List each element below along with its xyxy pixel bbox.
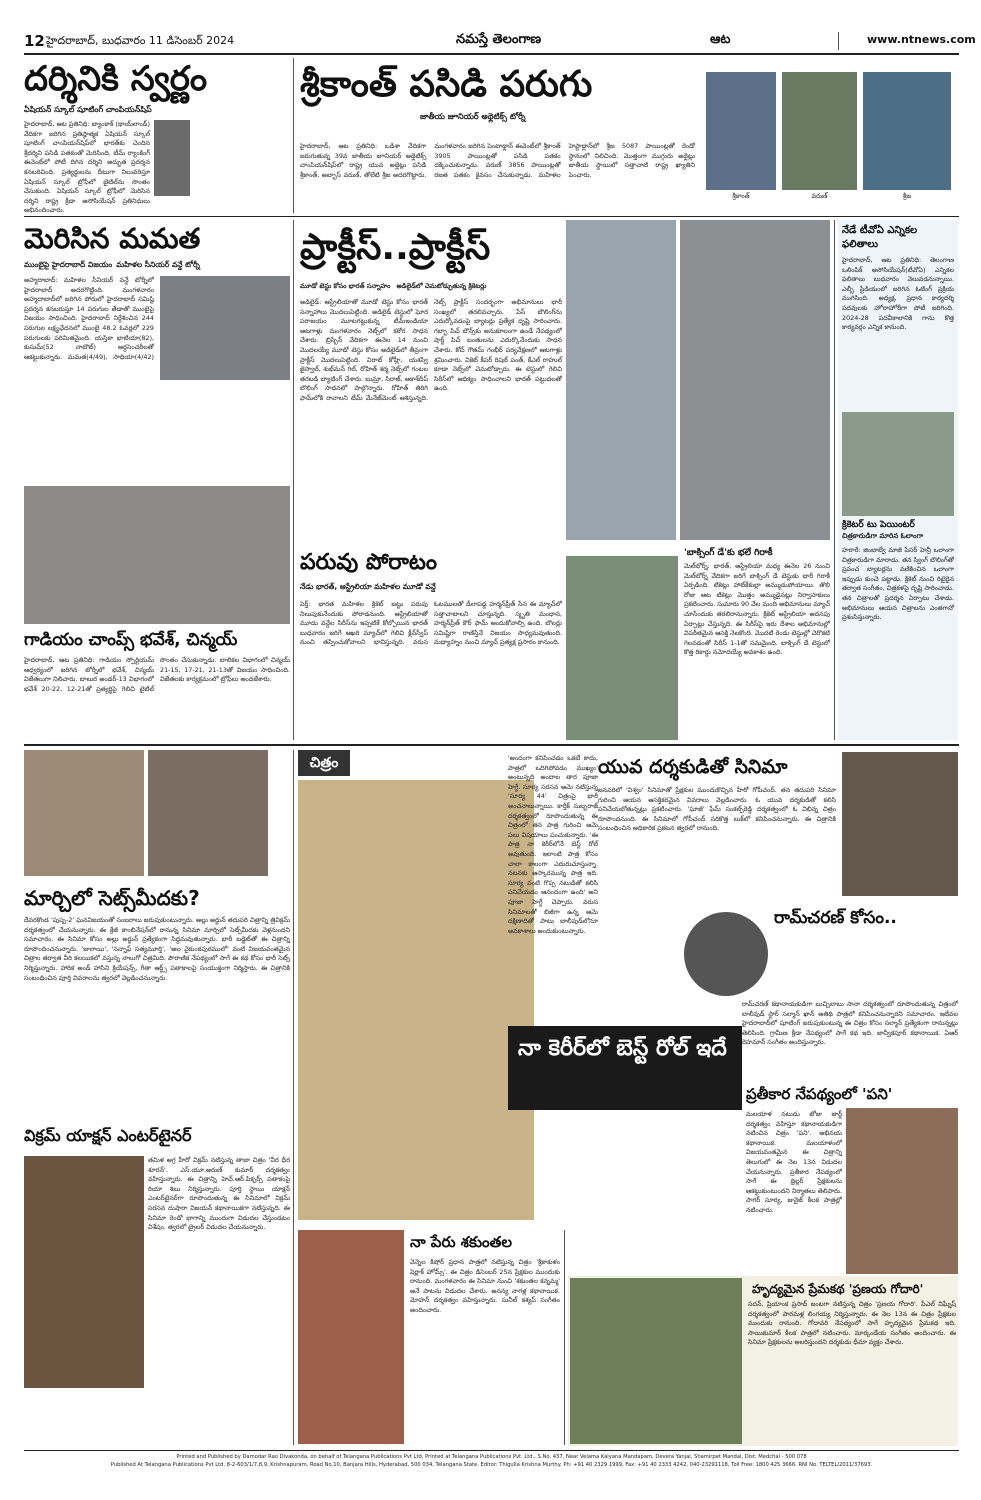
- cinema-a7-body: వెన్నెల కిషోర్ ప్రధాన పాత్రలో నటిస్తున్న చిత్రం 'శ్రీకాకుళం షెర్లాక్ హోమ్స్'. ఈ చిత్రం డిసెంబర్ 25న ప్రేక్షకుల ముందుకు రానుంది. మంగళవారం ఈ సినిమా నుంచి 'శకుంతల కన్నమ్మ' అనే పాటను విడుదల చేశారు. అనన్య నాగళ్ల కథానాయిక. మోహన్ దర్శకత్వం వహిస్తున్నారు. సునీల్ కశ్యప్ సంగీతం అందించారు.: [410, 1258, 560, 1314]
- s1-body-col2: [193, 119, 290, 211]
- s6-photo-headline: క్రికెటర్ టు పెయింటర్: [842, 520, 915, 530]
- s4-photo-kohli: [680, 220, 830, 540]
- s2-photo-varun: [782, 72, 857, 190]
- s2-caption-1: శ్రీకాంత్: [732, 192, 750, 200]
- cinema-a8-headline: హృద్యమైన ప్రేమకథ 'ప్రణయ గోదారి': [752, 1282, 924, 1296]
- imprint-line-2: Published At Telangana Publications Pvt Ltd. 8-2-603/1/7,8,9, Krishnapuram, Road No.10, Banjara Hills, Hyderabad, 500 034, Telangana State. Editor: Thigulla Krishna Murthy. Ph: +91 40 2329 1999, Fax: +91 40 2333 4242, 040-23291118, Toll Free: 1800 425 3666. RNI No. TELTEL/2011/37693.: [110, 1462, 873, 1468]
- cinema-a1-headline: మార్చిలో సెట్స్‌మీదకు?: [24, 886, 200, 910]
- s2-caption-2: వరుణ్: [811, 192, 828, 200]
- s3-photo-headline: గాడియం చాంప్స్ భవేశ్, చిన్మయ్: [24, 630, 238, 650]
- masthead-rule: [24, 53, 959, 55]
- section-rule-cinema: [24, 744, 959, 746]
- s1-body: హైదరాబాద్, ఆట ప్రతినిధి: బ్యాంకాక్ (థాయ్‌లాండ్) వేదికగా జరిగిన ప్రతిష్ఠాత్మక ఏషియన్ స్కూల్ షూటింగ్ చాంపియన్‌షిప్‌లో భారత్‌కు చెందిన శ్రీదర్శిని పసిడి పతకంతో మెరిసింది. టీమ్ ర్యాంకింగ్ ఈవెంట్‌లో పోటీ దిగిన దర్శిని అద్భుత ప్రదర్శన కనబరిచింది. ప్రత్యర్థులను దీటుగా నిలువరిస్తూ ఏషియన్ స్కూల్ ట్రోఫీలో టైటిల్‌ను సొంతం చేసుకుంది. ఏషియన్ స్కూల్ ట్రోఫీలో మెరిసిన దర్శిని రాష్ట్ర క్రీడా అసోసియేషన్ ప్రతినిధులు అభినందించారు.: [24, 120, 150, 215]
- cinema-photo-abhinaya: [846, 1108, 958, 1274]
- masthead: [24, 30, 976, 52]
- s3-photo-mamata: [160, 276, 290, 380]
- paper-name: నమస్తే తెలంగాణ: [456, 32, 542, 47]
- s1-headline: దర్శినికి స్వర్ణం: [24, 59, 208, 99]
- s2-kicker: జాతీయ జూనియర్ అథ్లెటిక్స్ టోర్నీ: [420, 112, 526, 121]
- s4-kicker-2: అడిలైడ్‌లో చెమటోడ్చుతున్న క్రికెటర్లు: [396, 282, 487, 290]
- cinema-a4-body: జనవరిలో 'విశ్వం' సినిమాతో ప్రేక్షకుల ముందుకొచ్చిన హీరో గోపీచంద్. తన తదుపరి సినిమా గురించి ఆయన ఆసక్తికరమైన వివరాలు వెల్లడించారు. ఓ యువ దర్శకుడితో కలిసి పనిచేయబోతున్నట్లు ప్రకటించారు. 'ఘాజీ' ఫేమ్ సంకల్ప్‌రెడ్డి దర్శకత్వంలో ఓ విభిన్న చిత్రం రూపొందనుంది. ఈ సినిమాలో గోపీచంద్ సరికొత్త లుక్‌లో కనిపించనున్నారు. ఈ చిత్రానికి సంబంధించిన అధికారిక ప్రకటన త్వరలో రానుంది.: [598, 786, 836, 833]
- col-divider-3: [834, 220, 835, 740]
- cinema-logo-text: చిత్రం: [309, 755, 339, 771]
- col-divider: [293, 58, 294, 213]
- s6-body: హైదరాబాద్, ఆట ప్రతినిధి: తెలంగాణ ఒలింపిక్ అసోసియేషన్(టీవోఏ) ఎన్నికల ఫలితాలు బుధవారం వెలువడనున్నాయి. ఎల్బీ స్టేడియంలో జరిగిన ఓటింగ్ ప్రక్రియ ముగిసింది. అధ్యక్ష, ప్రధాన కార్యదర్శి పదవులకు హోరాహోరీగా పోటీ జరిగింది. 2024-28 పదవీకాలానికి గాను కొత్త కార్యవర్గం ఎన్నిక కానుంది.: [842, 256, 954, 332]
- cinema-a2-headline: విక్రమ్ యాక్షన్ ఎంటర్‌టైనర్: [24, 1126, 192, 1145]
- cinema-photo-bunny: [148, 750, 268, 876]
- cinema-a6-body: మలయాళ నటుడు జోజు జార్జ్ దర్శకత్వం వహిస్తూ కథానాయకుడిగా నటించిన చిత్రం 'పని'. అభినయ కథానాయిక. మలయాళంలో విజయవంతమైన ఈ చిత్రాన్ని తెలుగులో ఈ నెల 13న విడుదల చేయనున్నారు. ప్రతీకార నేపథ్యంలో సాగే ఈ థ్రిల్లర్ ప్రేక్షకులను ఆకట్టుకుంటుందని నిర్మాతలు తెలిపారు. సాగర్ సూర్య, జునైజ్ కీలక పాత్రల్లో నటించారు.: [746, 1110, 842, 1214]
- s6-headline: నేడే టీవోఏ ఎన్నికల ఫలితాలు: [842, 225, 918, 250]
- imprint: [24, 1453, 959, 1479]
- s5-photo-match: [566, 556, 678, 740]
- s6-box: [838, 220, 958, 740]
- page-number: 12: [24, 32, 45, 50]
- cinema-logo: [298, 750, 350, 776]
- s4-headline: ప్రాక్టీస్..ప్రాక్టీస్: [300, 227, 491, 268]
- s3-group-photo: [24, 486, 290, 624]
- cinema-a3-headline-box: [508, 1026, 742, 1110]
- s3-body: అహ్మదాబాద్: మహిళల సీనియర్ వన్డే టోర్నీలో హైదరాబాద్ అదరగొట్టింది. మంగళవారం అహ్మదాబాద్‌లో జరిగిన పోరులో హైదరాబాద్ సమిష్టి ప్రదర్శన కనబరుస్తూ 14 పరుగుల తేడాతో ముంబైపై విజయం సాధించింది. హైదరాబాద్ నిర్దేశించిన 244 పరుగుల లక్ష్యఛేదనలో ముంబై 48.2 ఓవర్లలో 229 పరుగులకు పరిమితమైంది. యస్తికా భాటియా(82), కుసుమ్(52 నాటౌట్) అర్ధసెంచరీలతో ఆకట్టుకున్నారు. మమత(4/49), సాధియా(4/42): [24, 276, 154, 361]
- s3-kicker-2: మహిళల సీనియర్ వన్డే టోర్నీ: [116, 260, 200, 269]
- s5-photo-caption: 'బాక్సింగ్ డే'కు భలే గిరాకీ: [684, 548, 773, 558]
- cinema-photo-gopichand: [842, 752, 958, 896]
- s3-headline: మెరిసిన మమత: [24, 222, 201, 255]
- cinema-photo-pooja: [298, 780, 534, 1220]
- s6-photo-body: హరారే: జింబాబ్వే మాజీ పేసర్ హెన్రీ ఒలాంగా చిత్రకారుడిగా మారాడు. తన స్వింగ్ బౌలింగ్‌తో ప్రపంచ బ్యాటర్లను వణికించిన ఒలాంగా ఇప్పుడు కుంచె పట్టాడు. క్రికెట్ నుంచి రిటైరైన తర్వాత సంగీతం, చిత్రకళపై దృష్టి సారించాడు. తన చిత్రాలతో ప్రదర్శన ఏర్పాటు చేశాడు. అభిమానులు ఆయన చిత్రాలను ఎంతగానో ప్రశంసిస్తున్నారు.: [842, 546, 954, 622]
- footer-rule: [24, 1450, 959, 1451]
- s2-photo-srikanth: [706, 72, 776, 190]
- col-divider-5: [564, 1230, 565, 1445]
- s4-article: [300, 220, 562, 540]
- s5-body: పెర్త్: భారత మహిళల క్రికెట్ జట్టు పరువు నిలుపుకునేందుకు పోరాడనుంది. ఆస్ట్రేలియాతో మూడు వన్డేల సిరీస్‌ను ఇప్పటికే కోల్పోయిన భారత్ బుధవారం జరిగే ఆఖరి మ్యాచ్‌లో గెలిచి క్లీన్‌స్వీప్ నుంచి తప్పించుకోవాలని భావిస్తున్నది. వరుస ఓటములతో డీలాపడ్డ హర్మన్‌ప్రీత్ సేన ఈ మ్యాచ్‌లో సత్తాచాటాలని చూస్తున్నది. స్మృతి మంధాన, హర్మన్‌ప్రీత్ కౌర్ ఫామ్ అందుకోవాల్సి ఉంది. బౌలర్లు సమిష్టిగా రాణిస్తేనే విజయం సాధ్యమవుతుంది. మధ్యాహ్నం నుంచి మ్యాచ్ ప్రత్యక్ష ప్రసారం కానుంది.: [300, 600, 562, 647]
- masthead-divider: [838, 32, 839, 50]
- cinema-photo-godari: [570, 1278, 742, 1444]
- s1-photo: [154, 120, 190, 196]
- cinema-photo-trivikram: [24, 750, 144, 876]
- s4-kicker: మూడో టెస్టు కోసం భారత్ సన్నాహం: [300, 282, 391, 290]
- cinema-a8-body: సదన్, ప్రియాంక ప్రసాద్ జంటగా నటిస్తున్న చిత్రం 'ప్రణయ గోదారి'. పీఎల్ విఘ్నేష్ దర్శకత్వంలో పారమళ్ల లింగయ్య నిర్మిస్తున్నారు. ఈ నెల 13న ఈ చిత్రం ప్రేక్షకుల ముందుకు రానుంది. గోదావరి నేపథ్యంలో సాగే హృద్యమైన ప్రేమకథ ఇది. సాయికుమార్ కీలక పాత్రలో నటించారు. మార్కండేయ సంగీతం అందించారు. ఈ సినిమా ప్రేక్షకులను అలరిస్తుందని దర్శకుడు ధీమా వ్యక్తం చేశారు.: [748, 1300, 956, 1347]
- s2-headline: శ్రీకాంత్ పసిడి పరుగు: [300, 64, 593, 105]
- cinema-photo-shakuntala: [298, 1230, 404, 1444]
- s2-caption-3: శ్రీజ: [902, 192, 912, 200]
- s2-photo-sreeja: [863, 72, 951, 190]
- col-divider-4: [293, 750, 294, 1445]
- s3-kicker: ముంబైపై హైదరాబాద్ విజయం: [24, 260, 113, 269]
- s6-photo-olonga: [842, 412, 954, 516]
- cinema-a6-headline: ప్రతీకార నేపథ్యంలో 'పని': [746, 1085, 893, 1103]
- cinema-a5-body: రామ్‌చరణ్ కథానాయకుడిగా బుచ్చిబాబు సానా దర్శకత్వంలో రూపొందుతున్న చిత్రంలో బాలీవుడ్ స్టార్ సల్మాన్ ఖాన్ అతిథి పాత్రలో కనిపించనున్నారని సమాచారం. ఇటీవల హైదరాబాద్‌లో షూటింగ్ జరుపుకుంటున్న ఈ చిత్రం కోసం సల్మాన్ ప్రత్యేకంగా రానున్నట్లు తెలిసింది. గ్రామీణ క్రీడా నేపథ్యంలో సాగే కథ ఇది. జాన్వీకపూర్ కథానాయిక. ఏఆర్ రెహమాన్ సంగీతం అందిస్తున్నారు.: [742, 1000, 958, 1047]
- s4-body: అడిలైడ్: ఆస్ట్రేలియాతో మూడో టెస్టు కోసం భారత్ సన్నాహాలు మొదలుపెట్టింది. అడిలైడ్ టెస్టులో ఘోర పరాజయం మూటగట్టుకున్న టీమ్‌ఇండియా ఆటగాళ్లు మంగళవారం నెట్స్‌లో కఠోర సాధన చేశారు. బ్రిస్బేన్ వేదికగా ఈనెల 14 నుంచి మొదలయ్యే మూడో టెస్టు కోసం అడిలైడ్‌లో తీవ్రంగా ప్రాక్టీస్ మొదలుపెట్టింది. విరాట్ కోహ్లీ, యశస్వి జైస్వాల్, శుభ్‌మన్ గిల్, రోహిత్ శర్మ నెట్స్‌లో గంటల తరబడి బ్యాటింగ్ చేశారు. బుమ్రా, సిరాజ్, ఆకాశ్‌దీప్ బౌలింగ్ సాధనలో పాల్గొన్నారు. రోహిత్ తిరిగి ఫామ్‌లోకి రావాలని టీమ్ మేనేజ్‌మెంట్ ఆశిస్తున్నది. నెట్స్ ప్రాక్టీస్ సందర్భంగా అభిమానులు భారీ సంఖ్యలో తరలివచ్చారు. పేస్ బౌలింగ్‌ను ఎదుర్కోవడంపై బ్యాటర్లు ప్రత్యేక దృష్టి సారించారు. గబ్బా పిచ్ బౌన్స్‌కు అనుకూలంగా ఉండే నేపథ్యంలో షార్ట్ పిచ్ బంతులను ఎదుర్కొనేందుకు సాధన చేశారు. కోచ్ గౌతమ్ గంభీర్ పర్యవేక్షణలో ఆటగాళ్లు శ్రమించారు. వికెట్ కీపర్ రిషబ్ పంత్, కేఎల్ రాహుల్ కూడా నెట్స్‌లో చెమటోడ్చారు. ఈ టెస్టులో గెలిచి సిరీస్‌లో ఆధిక్యం సాధించాలని భారత్ పట్టుదలతో ఉంది.: [300, 298, 562, 402]
- cinema-a4-headline: యువ దర్శకుడితో సినిమా: [598, 756, 788, 778]
- s1-kicker: ఏషియన్ స్కూల్ షూటింగ్ చాంపియన్‌షిప్: [24, 105, 152, 114]
- cinema-a7-headline: నా పేరు శకుంతల: [410, 1233, 512, 1251]
- cinema-a1-body: దేవరకొండ 'పుష్ప-2' ఘనవిజయంతో సంబరాలు జరుపుకుంటున్నారు. అల్లు అర్జున్ తదుపరి చిత్రాన్ని త్రివిక్రమ్ దర్శకత్వంలో చేయనున్నారు. ఈ క్రేజీ కాంబినేషన్‌లో రానున్న సినిమా మార్చిలో సెట్స్‌మీదకు వెళ్లనుందని సమాచారం. ఈ సినిమా కోసం అల్లు అర్జున్ ప్రత్యేకంగా సిద్ధమవుతున్నారు. భారీ బడ్జెట్‌తో ఈ చిత్రాన్ని రూపొందించనున్నారు. 'జులాయి', 'సన్నాఫ్ సత్యమూర్తి', 'అల వైకుంఠపురములో' వంటి విజయవంతమైన చిత్రాల తర్వాత వీరి కలయికలో వస్తున్న నాలుగో చిత్రమిది. పౌరాణిక నేపథ్యంలో సాగే ఈ కథ కోసం భారీ సెట్స్ నిర్మిస్తున్నారు. హారిక అండ్ హాసిని క్రియేషన్స్, గీతా ఆర్ట్స్ పతాకాలపై సంయుక్తంగా నిర్మిస్తారు. ఈ చిత్రానికి సంబంధించిన పూర్తి వివరాలను త్వరలో వెల్లడించనున్నారు.: [24, 916, 290, 982]
- cinema-a3-body: 'అందంగా కనిపించడం ఒకటే కాదు, పాత్రలో ఒదిగిపోవడం ముఖ్యం' అంటున్నది అందాల తార పూజా హెగ్డే. సూర్య సరసన ఆమె నటిస్తున్న 'సూర్య 44' చిత్రంపై భారీ అంచనాలున్నాయి. కార్తీక్ సుబ్బరాజ్ దర్శకత్వంలో రూపొందుతున్న ఈ చిత్రంలో తన పాత్ర గురించి ఆమె పలు విషయాలు పంచుకున్నారు. 'ఈ పాత్ర నా కెరీర్‌లోనే బెస్ట్ రోల్ అవుతుంది. ఇలాంటి పాత్ర కోసం చాలా కాలంగా ఎదురుచూస్తున్నా. నటనకు ఆస్కారమున్న పాత్ర ఇది. సూర్య వంటి గొప్ప నటుడితో కలిసి పనిచేయడం ఆనందంగా ఉంది' అని పూజా హెగ్డే చెప్పారు. వరుస సినిమాలతో బిజీగా ఉన్న ఆమె దక్షిణాదితో పాటు బాలీవుడ్‌లోనూ అవకాశాలు అందుకుంటున్నారు.: [508, 754, 598, 935]
- row-rule-1: [24, 216, 959, 217]
- cinema-a2-body: తమిళ అగ్ర హీరో విక్రమ్ నటిస్తున్న తాజా చిత్రం 'వీర ధీర శూరన్'. ఎస్.యూ.అరుణ్ కుమార్ దర్శకత్వం వహిస్తున్నారు. ఈ చిత్రాన్ని హెచ్.ఆర్.పిక్చర్స్ పతాకంపై రియా శిబు నిర్మిస్తున్నారు. పూర్తి స్థాయి యాక్షన్ ఎంటర్‌టైనర్‌గా రూపొందుతున్న ఈ సినిమాలో విక్రమ్ సరసన దుషారా విజయన్ కథానాయికగా నటిస్తున్నది. ఈ సినిమా రెండో భాగాన్ని ముందుగా విడుదల చేస్తుండటం విశేషం. త్వరలో ట్రైలర్ విడుదల చేయనున్నారు.: [148, 1156, 290, 1232]
- site-url: www.ntnews.com: [867, 33, 976, 46]
- s4-photo-gill: [566, 220, 676, 540]
- cinema-a3-body-cont: [508, 1112, 742, 1224]
- imprint-line-1: Printed and Published by Damodar Rao Divakonda, on behalf of Telangana Publications Pvt Ltd, Printed at Telangana Publications Pvt. Ltd., S.No. 437, Near Velama Kalyana Mandapam, Devera Yanjal, Shamirpet Mandal, Dist: Medchal - 500 078: [176, 1454, 807, 1460]
- s5-article: [300, 546, 562, 742]
- cinema-a3-headline: నా కెరీర్‌లో బెస్ట్ రోల్ ఇదే: [518, 1036, 727, 1061]
- s5-right-body: మెల్‌బోర్న్: భారత్, ఆస్ట్రేలియా మధ్య ఈనెల 26 నుంచి మెల్‌బోర్న్ వేదికగా జరిగే బాక్సింగ్ డే టెస్టుకు భారీ గిరాకీ ఏర్పడింది. టికెట్లు హాట్‌కేకుల్లా అమ్ముడుపోయాయి. తొలి రోజు ఆట టికెట్లు మొత్తం అమ్ముడైనట్లు నిర్వాహకులు ప్రకటించారు. సుమారు 90 వేల మంది అభిమానులు మ్యాచ్ చూసేందుకు తరలిరానున్నారు. క్రికెట్ ఆస్ట్రేలియా అదనపు ఏర్పాట్లు చేస్తున్నది. ఈ సిరీస్‌పై ఇరు దేశాల అభిమానుల్లో విపరీతమైన ఆసక్తి నెలకొంది. మొదటి రెండు టెస్టుల్లో చెరొకటి గెలవడంతో సిరీస్ 1-1తో సమమైంది. బాక్సింగ్ డే టెస్టులో కొత్త రికార్డు నమోదయ్యే అవకాశం ఉంది.: [684, 562, 830, 657]
- cinema-photo-vikram: [24, 1156, 144, 1388]
- s5-kicker: నేడు భారత్, ఆస్ట్రేలియా మహిళల మూడో వన్డే: [300, 582, 436, 591]
- section-name: ఆట: [710, 32, 731, 47]
- page-date: హైదరాబాద్, బుధవారం 11 డిసెంబర్ 2024: [46, 34, 235, 47]
- cinema-photo-salman: [684, 912, 768, 996]
- cinema-a5-headline: రామ్‌చరణ్ కోసం..: [774, 908, 897, 928]
- s2-article: [300, 60, 700, 215]
- s5-headline: పరువు పోరాటం: [300, 550, 438, 575]
- col-divider-2: [293, 220, 294, 740]
- s6-photo-sub: చిత్రకారుడిగా మారిన ఓలాంగా: [842, 532, 924, 540]
- s2-body: హైదరాబాద్, ఆట ప్రతినిధి: ఒడిశా వేదికగా జరుగుతున్న 39వ జాతీయ జూనియర్ అథ్లెటిక్స్ చాంపియన్‌షిప్‌లో రాష్ట్ర యువ అథ్లెట్లు పసిడి శ్రీకాంత్, అబ్బాస్ వరుణ్, తోలేటి శ్రీజ అదరగొట్టారు. మంగళవారం జరిగిన పెంటాథ్లాన్ ఈవెంట్‌లో శ్రీకాంత్ 3905 పాయింట్లతో పసిడి పతకం దక్కించుకున్నాడు. వరుణ్ 3856 పాయింట్లతో రజత పతకం కైవసం చేసుకున్నాడు. మహిళల హెప్టాథ్లాన్‌లో శ్రీజ 5087 పాయింట్లతో రెండో స్థానంలో నిలిచింది. మొత్తంగా ముగ్గురు అథ్లెట్లు జాతీయ స్థాయిలో సత్తాచాటి రాష్ట్ర ఖ్యాతిని పెంచారు.: [300, 142, 695, 179]
- s3-photo-body: హైదరాబాద్, ఆట ప్రతినిధి: గాడియం స్పోర్టియమ్ ఆధ్వర్యంలో జరిగిన టోర్నీలో భవేశ్, చిన్మయ్ విజేతలుగా నిలిచారు. బాలుర అండర్-13 విభాగంలో భవేశ్ 20-22, 12-21తో ప్రత్యర్థిపై గెలిచి టైటిల్ సొంతం చేసుకున్నాడు. బాలికల విభాగంలో చిన్మయ్ 21-15, 17-21, 21-13తో విజయం సాధించింది. విజేతలకు కార్యక్రమంలో ట్రోఫీలు అందజేశారు.: [24, 656, 290, 693]
